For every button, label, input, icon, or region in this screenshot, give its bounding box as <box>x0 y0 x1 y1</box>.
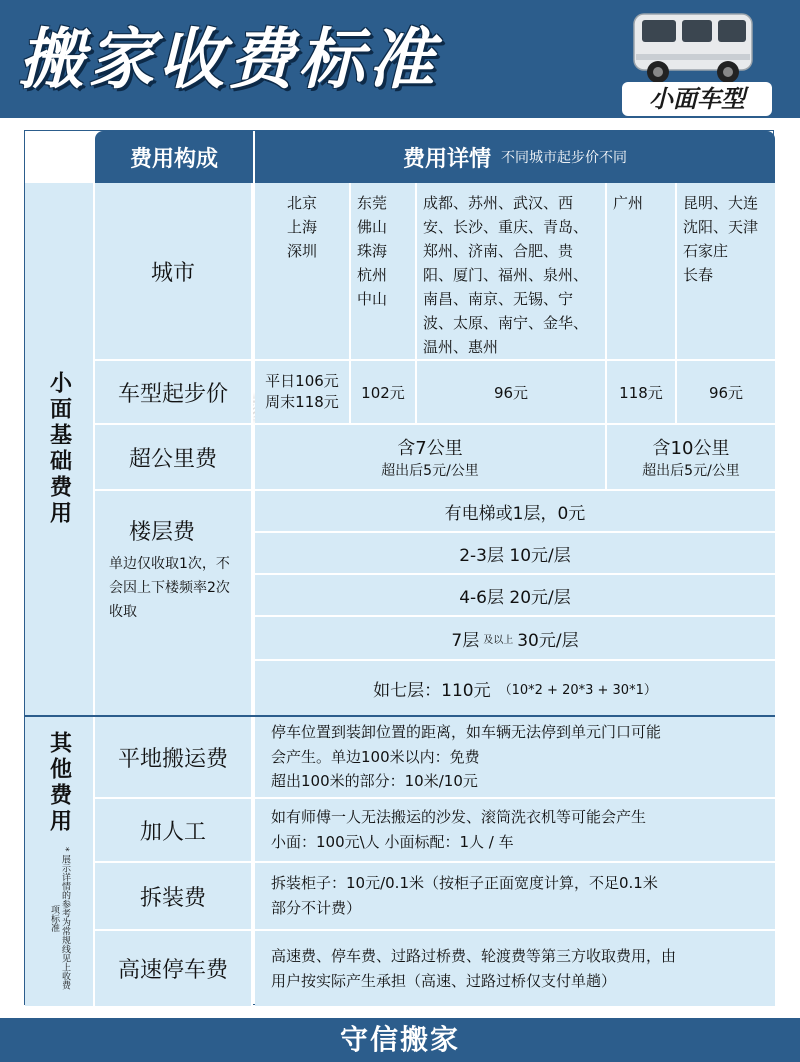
section-other-fees <box>25 717 95 1006</box>
details-title: 费用详情 <box>402 146 491 172</box>
section-basic-fees <box>25 183 95 715</box>
floor-example: 如七层：110元 （10*2 + 20*3 + 30*1） <box>255 661 775 715</box>
mileage-label-cell <box>95 425 253 491</box>
floor-row-4: 7层 及以上 30元/层 <box>255 617 775 661</box>
city-group-1: 北京 上海 深圳 <box>255 183 351 361</box>
header-banner <box>0 0 800 118</box>
floor-row-1: 有电梯或1层，0元 <box>255 491 775 533</box>
city-label-cell <box>95 183 253 361</box>
extra-labor-label-cell: 加人工 <box>95 799 253 863</box>
floor-label: 楼层费 <box>129 520 196 545</box>
price-table <box>24 130 774 1005</box>
floor-note: 单边仅收取1次，不会因上下楼频率2次收取 <box>109 556 230 620</box>
extra-labor-detail: 如有师傅一人无法搬运的沙发、滚筒洗衣机等可能会产生 小面：100元\人 小面标配：1人 / 车 <box>255 799 775 863</box>
col-header-details <box>255 131 775 183</box>
mileage-label: 超公里费 <box>128 446 217 472</box>
van-type-label: 小面车型 <box>622 82 772 116</box>
city-group-4: 广州 <box>607 183 677 361</box>
col-header-composition: 费用构成 <box>95 131 253 183</box>
city-group-2: 东莞 佛山 珠海 杭州 中山 <box>351 183 417 361</box>
toll-parking-detail: 高速费、停车费、过路过桥费、轮渡费等第三方收取费用，由 用户按实际产生承担（高速、过路过桥仅支付单趟） <box>255 931 775 1006</box>
section-other-label: 其他费用 <box>46 731 72 835</box>
city-group-5: 昆明、大连 沈阳、天津 石家庄 长春 <box>677 183 775 361</box>
details-note: 不同城市起步价不同 <box>501 150 627 166</box>
start-price-group-1: 平日106元 周末118元 <box>255 361 351 425</box>
start-price-group-2: 102元 <box>351 361 417 425</box>
start-price-label-cell <box>95 361 253 425</box>
start-price-label: 车型起步价 <box>117 381 228 407</box>
toll-parking-label-cell: 高速停车费 <box>95 931 253 1006</box>
floor-label-cell <box>95 491 253 715</box>
footer-brand: 守信搬家 <box>0 1018 800 1062</box>
corner-blank <box>25 131 95 183</box>
flat-carry-label-cell: 平地搬运费 <box>95 717 253 799</box>
assembly-detail: 拆装柜子：10元/0.1米（按柜子正面宽度计算，不足0.1米 部分不计费） <box>255 863 775 931</box>
flat-carry-detail: 停车位置到装卸位置的距离，如车辆无法停到单元门口可能 会产生。单边100米以内：免费 超出100米的部分：10米/10元 <box>255 717 775 799</box>
start-price-group-3: 96元 <box>417 361 607 425</box>
mileage-group-b: 含10公里 超出后5元/公里 <box>607 425 775 491</box>
start-price-group-5: 96元 <box>677 361 775 425</box>
floor-row-2: 2-3层 10元/层 <box>255 533 775 575</box>
assembly-label-cell: 拆装费 <box>95 863 253 931</box>
section-basic-label: 小面基础费用 <box>46 371 72 527</box>
city-label: 城市 <box>150 260 195 286</box>
section-other-note: * 展示详情的参考为常规线见上收费项标准 <box>49 846 70 990</box>
floor-row-3: 4-6层 20元/层 <box>255 575 775 617</box>
mileage-group-a: 含7公里 超出后5元/公里 <box>255 425 607 491</box>
start-price-group-4: 118元 <box>607 361 677 425</box>
page-title: 搬家收费标准 <box>18 21 438 98</box>
minivan-image <box>628 4 758 86</box>
city-group-3: 成都、苏州、武汉、西 安、长沙、重庆、青岛、 郑州、济南、合肥、贵 阳、厦门、福州、泉州、 南昌、南京、无锡、宁 波、太原、南宁、金华、 温州、惠州 <box>417 183 607 361</box>
